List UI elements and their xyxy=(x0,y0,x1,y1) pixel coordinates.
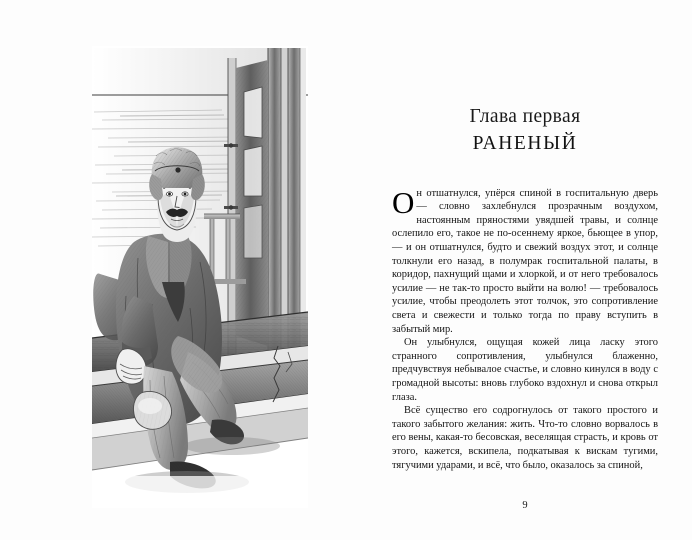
paragraph-1-text: н отшатнулся, упёрся спиной в госпитальную дверь — словно захлебнулся прозрачным воздухом, настоянным пряностями увядшей травы, и солнце ослепило его, такое не по-осеннему яркое, бьющее в упор, — и он отшатнулся, будто и свежий воздух этот, и солнце толкнули его назад, в полумрак госпитальной палаты, в коридор, пахнущий щами и хлоркой, и от него требовалось усилие — не так-то просто выйти на волю! — требовалось усилие, чтобы преодолеть этот толчок, это сопротивление света и свежести и только тогда по праву вступить в забытый мир. xyxy=(392,187,658,335)
body-text xyxy=(392,184,658,472)
page-number: 9 xyxy=(522,500,528,511)
chapter-heading xyxy=(392,104,658,157)
illustration-svg xyxy=(92,46,308,508)
chapter-title: РАНЕНЫЙ xyxy=(472,133,578,155)
paragraph-3: Всё существо его содрогнулось от такого простого и такого забытого желания: жить. Что-то словно ворвалось в его вены, какая-то бесовская, веселящая страсть, и кровь от этого, кажется, вскипела, подкатывая к вискам тугими, тягучими ударами, и всё, что было, оказалось за спиной, xyxy=(392,405,658,471)
paragraph-1 xyxy=(392,184,658,337)
drop-cap: О xyxy=(392,184,415,220)
paragraph-2: Он улыбнулся, ощущая кожей лица ласку этого странного сопротивления, улыбнулся блаженно, предчувствуя небывалое счастье, и словно кинулся в воду с громадной высоты: вновь глубоко вздохнул и снова открыл глаза. xyxy=(392,337,658,403)
text-column xyxy=(392,104,658,472)
chapter-label: Глава первая xyxy=(469,106,581,127)
chapter-illustration xyxy=(92,46,308,508)
